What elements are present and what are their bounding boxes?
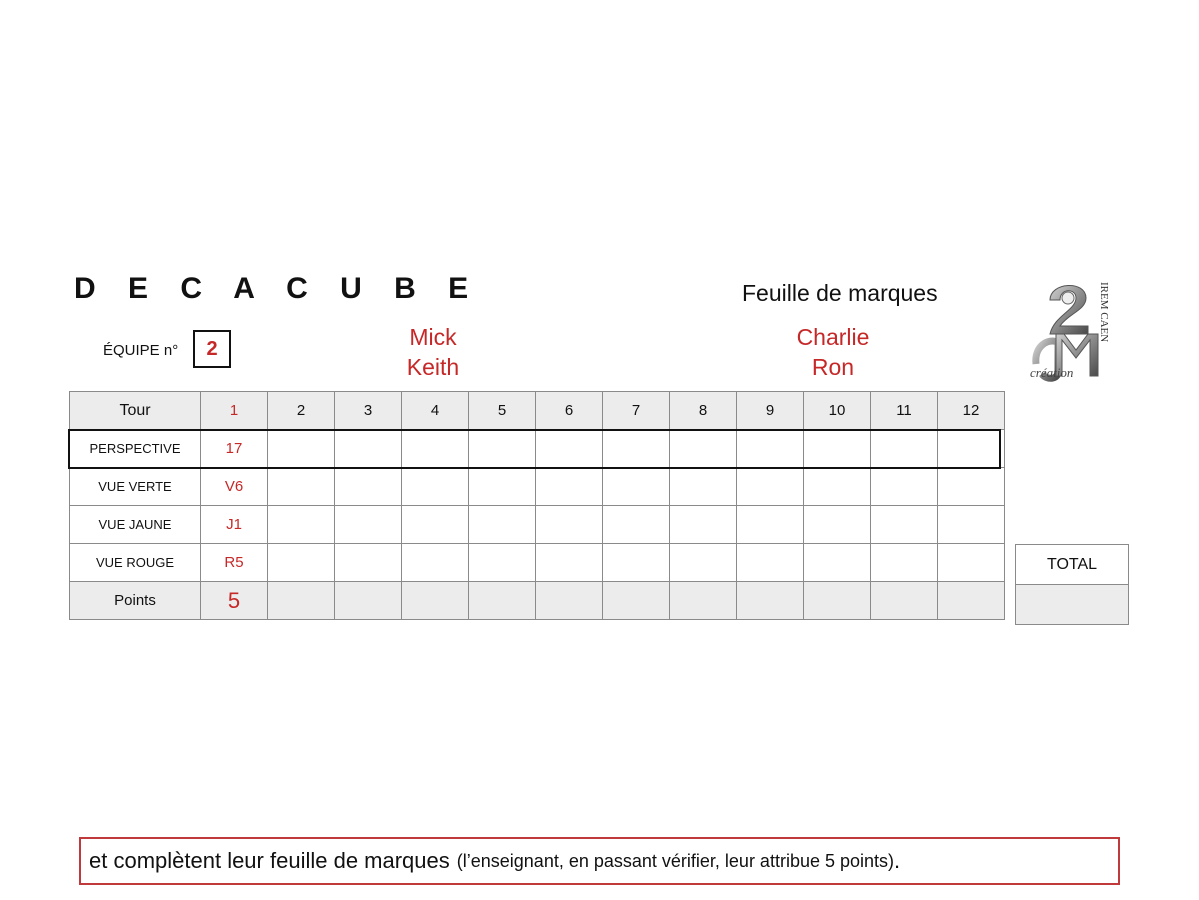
score-cell[interactable] (268, 544, 335, 582)
player-name: Mick (409, 324, 457, 350)
score-cell[interactable] (335, 544, 402, 582)
player-name: Charlie (796, 324, 870, 350)
round-number: 12 (938, 392, 1005, 430)
score-cell[interactable] (402, 468, 469, 506)
logo-side-text: IREM CAEN (1098, 282, 1110, 343)
footer-aside-text: (l’enseignant, en passant vérifier, leur attribue 5 points) (456, 850, 895, 871)
score-cell[interactable] (670, 468, 737, 506)
score-cell[interactable] (335, 506, 402, 544)
score-cell[interactable]: J1 (201, 506, 268, 544)
points-cell[interactable] (402, 582, 469, 620)
score-cell[interactable] (603, 544, 670, 582)
round-number: 1 (201, 392, 268, 430)
score-cell[interactable] (603, 430, 670, 468)
vue-rouge-row (70, 544, 1005, 582)
footer-caption (79, 837, 1120, 885)
vue-verte-row (70, 468, 1005, 506)
total-value[interactable] (1016, 585, 1129, 625)
score-cell[interactable] (536, 544, 603, 582)
score-cell[interactable] (871, 506, 938, 544)
score-cell[interactable] (536, 468, 603, 506)
score-cell[interactable] (871, 544, 938, 582)
score-cell[interactable] (469, 430, 536, 468)
points-cell[interactable] (335, 582, 402, 620)
points-cell[interactable]: 5 (201, 582, 268, 620)
player-pair-1 (333, 322, 533, 382)
perspective-row (70, 430, 1005, 468)
total-label: TOTAL (1016, 545, 1129, 585)
sheet-subtitle: Feuille de marques (742, 280, 938, 306)
score-cell[interactable] (871, 430, 938, 468)
round-number: 9 (737, 392, 804, 430)
score-cell[interactable] (536, 506, 603, 544)
team-number: 2 (206, 337, 218, 360)
vue-jaune-row (70, 506, 1005, 544)
round-number: 5 (469, 392, 536, 430)
score-cell[interactable] (402, 506, 469, 544)
score-cell[interactable] (335, 430, 402, 468)
score-cell[interactable] (938, 506, 1005, 544)
team-number-field[interactable] (193, 330, 231, 368)
team-label: ÉQUIPE n° (103, 342, 179, 359)
row-label: VUE VERTE (70, 468, 201, 506)
score-cell[interactable] (670, 544, 737, 582)
round-number: 8 (670, 392, 737, 430)
points-cell[interactable] (737, 582, 804, 620)
logo-bottom-text: création (1030, 365, 1074, 380)
points-cell[interactable] (603, 582, 670, 620)
score-cell[interactable] (469, 468, 536, 506)
score-cell[interactable] (536, 430, 603, 468)
points-cell[interactable] (536, 582, 603, 620)
points-cell[interactable] (804, 582, 871, 620)
round-number: 4 (402, 392, 469, 430)
score-cell[interactable] (804, 468, 871, 506)
footer-end: . (894, 848, 901, 873)
round-number: 2 (268, 392, 335, 430)
points-row (70, 582, 1005, 620)
score-cell[interactable] (670, 506, 737, 544)
score-cell[interactable] (268, 468, 335, 506)
round-number: 11 (871, 392, 938, 430)
points-label: Points (70, 582, 201, 620)
player-name: Ron (811, 354, 855, 380)
row-label: VUE ROUGE (70, 544, 201, 582)
player-pair-2 (733, 322, 933, 382)
score-cell[interactable] (670, 430, 737, 468)
score-cell[interactable] (737, 468, 804, 506)
footer-main-text: et complètent leur feuille de marques (89, 848, 450, 873)
points-cell[interactable] (268, 582, 335, 620)
round-number: 6 (536, 392, 603, 430)
score-cell[interactable] (335, 468, 402, 506)
score-cell[interactable] (804, 544, 871, 582)
score-cell[interactable] (737, 506, 804, 544)
points-cell[interactable] (871, 582, 938, 620)
score-cell[interactable] (603, 468, 670, 506)
irem-logo (1028, 276, 1120, 388)
score-cell[interactable]: R5 (201, 544, 268, 582)
score-cell[interactable] (737, 544, 804, 582)
score-cell[interactable] (938, 430, 1005, 468)
score-cell[interactable] (938, 468, 1005, 506)
score-cell[interactable] (804, 430, 871, 468)
total-table (1015, 544, 1129, 625)
score-cell[interactable]: V6 (201, 468, 268, 506)
score-cell[interactable] (804, 506, 871, 544)
score-cell[interactable]: 17 (201, 430, 268, 468)
round-header-label: Tour (70, 392, 201, 430)
score-cell[interactable] (737, 430, 804, 468)
row-label: VUE JAUNE (70, 506, 201, 544)
round-number: 10 (804, 392, 871, 430)
score-cell[interactable] (268, 506, 335, 544)
page-title: D E C A C U B E (74, 272, 481, 305)
score-cell[interactable] (469, 506, 536, 544)
round-header-row (70, 392, 1005, 430)
points-cell[interactable] (670, 582, 737, 620)
score-table (69, 391, 1005, 620)
score-cell[interactable] (938, 544, 1005, 582)
score-cell[interactable] (402, 544, 469, 582)
score-cell[interactable] (268, 430, 335, 468)
score-cell[interactable] (603, 506, 670, 544)
row-label: PERSPECTIVE (70, 430, 201, 468)
round-number: 7 (603, 392, 670, 430)
round-number: 3 (335, 392, 402, 430)
score-cell[interactable] (402, 430, 469, 468)
score-cell[interactable] (871, 468, 938, 506)
player-name: Keith (406, 354, 460, 380)
points-cell[interactable] (469, 582, 536, 620)
points-cell[interactable] (938, 582, 1005, 620)
score-cell[interactable] (469, 544, 536, 582)
